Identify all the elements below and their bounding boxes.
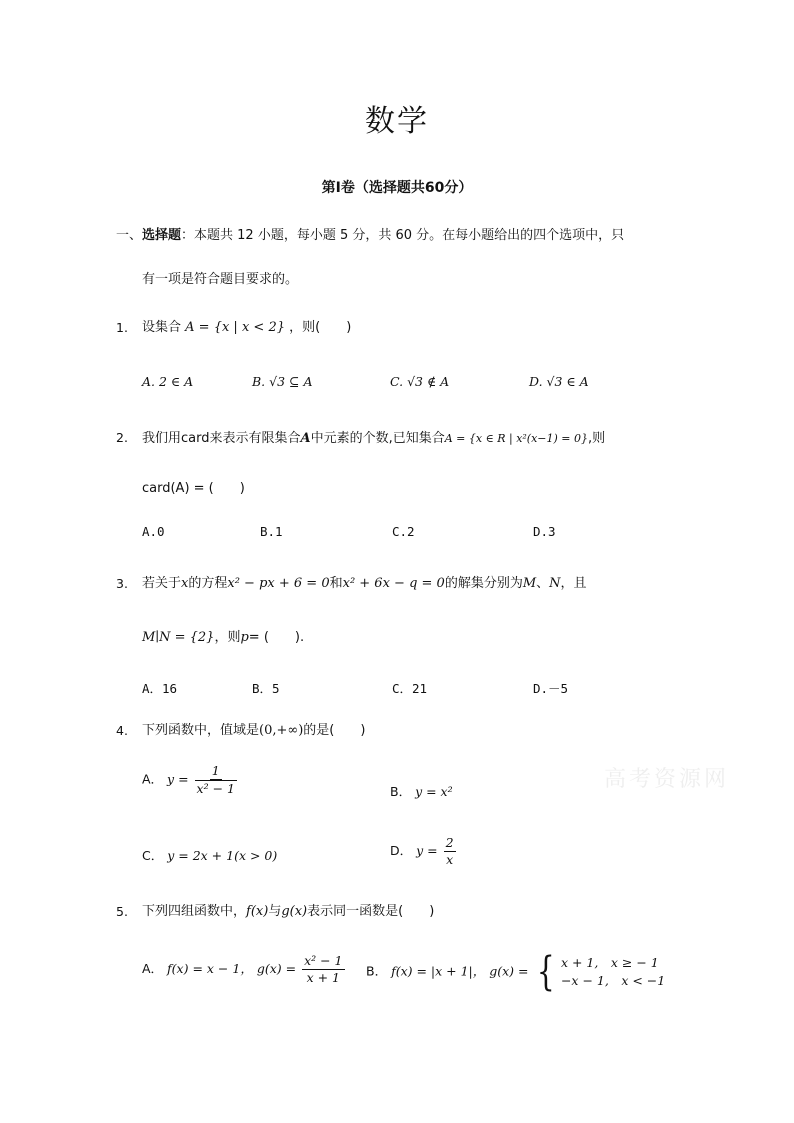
- part-title: 第Ⅰ卷（选择题共60分）: [321, 180, 473, 196]
- q4-option-d: D． y = $\frac{2}{x}$: [390, 835, 454, 867]
- q2-option-c: C.2: [392, 524, 415, 539]
- q2-option-a: A.0: [142, 524, 165, 539]
- q3-option-a: A．16: [142, 681, 178, 696]
- q1-set: A = {x | x < 2}: [185, 320, 285, 335]
- section-heading-cont: 有一项是符合题目要求的。: [142, 272, 299, 287]
- q2-set: A = {x ∈ R | x²(x−1) = 0}: [444, 432, 589, 445]
- q5-stem: 下列四组函数中，f(x)与g(x)表示同一函数是( ): [142, 904, 435, 919]
- q3-equation-1: x² − px + 6 = 0: [227, 576, 330, 591]
- q2-stem-line2: card(A) = ( ): [142, 481, 245, 496]
- q5-option-a-fraction: $\frac{\text{x² − 1}}{x + 1}$: [304, 953, 343, 985]
- watermark: 高考资源网: [604, 767, 730, 792]
- q4-range: (0,+∞): [259, 723, 304, 738]
- left-brace-icon: {: [536, 949, 555, 995]
- q1-option-b: B. √3 ⊆ A: [252, 374, 313, 389]
- q2-option-d: D.3: [533, 524, 556, 539]
- q4-number: 4.: [116, 723, 128, 738]
- q3-option-d: D.－5: [533, 681, 569, 696]
- q1-number: 1.: [116, 320, 128, 335]
- q1-option-d: D. √3 ∈ A: [529, 374, 589, 389]
- q2-stem: 我们用card来表示有限集合A中元素的个数,已知集合A = {x ∈ R | x²(x−1) = 0},则: [142, 431, 606, 446]
- section-label: 选择题: [142, 228, 182, 243]
- q4-stem: 下列函数中，值域是(0,+∞)的是( ): [142, 723, 366, 738]
- q3-stem-line2: M∣N = {2}，则p= ( ).: [142, 630, 305, 645]
- q5-option-b: B． f(x) = |x + 1|， g(x) = { x + 1, x ≥ − 1 −x − 1, x < −1: [366, 949, 666, 995]
- q5-option-a: A． f(x) = x − 1， g(x) = $\frac{\text{x² − 1}}{x + 1}$: [142, 953, 343, 985]
- section-heading: 一、选择题：本题共 12 小题，每小题 5 分，共 60 分。在每小题给出的四个选项中，只: [116, 228, 625, 243]
- page-title: 数学: [365, 104, 429, 139]
- q3-equation-2: x² + 6x − q = 0: [342, 576, 445, 591]
- q1-option-c: C. √3 ∉ A: [390, 374, 450, 389]
- q1-option-a: A. 2 ∈ A: [142, 374, 194, 389]
- q1-stem: 设集合 A = {x | x < 2} ，则( ): [142, 320, 352, 335]
- q3-number: 3.: [116, 576, 128, 591]
- q3-stem: 若关于x的方程x² − px + 6 = 0和x² + 6x − q = 0的解集分别为M、N，且: [142, 576, 587, 591]
- q4-option-d-fraction: $\frac{2}{x}$: [445, 835, 454, 867]
- q4-option-c: C． y = 2x + 1(x > 0): [142, 848, 278, 863]
- q4-option-a-fraction: $\frac{1}{\text{x² − 1}}$: [196, 763, 235, 796]
- q2-option-b: B.1: [260, 524, 283, 539]
- q3-option-b: B．5: [252, 681, 280, 696]
- q4-option-a: A． y = $\frac{1}{\text{x² − 1}}$: [142, 763, 235, 796]
- q2-number: 2.: [116, 430, 128, 445]
- q5-number: 5.: [116, 904, 128, 919]
- q5-option-b-cases: { x + 1, x ≥ − 1 −x − 1, x < −1: [536, 949, 666, 995]
- q3-option-c: C．21: [392, 681, 428, 696]
- q4-option-b: B． y = x²: [390, 784, 453, 799]
